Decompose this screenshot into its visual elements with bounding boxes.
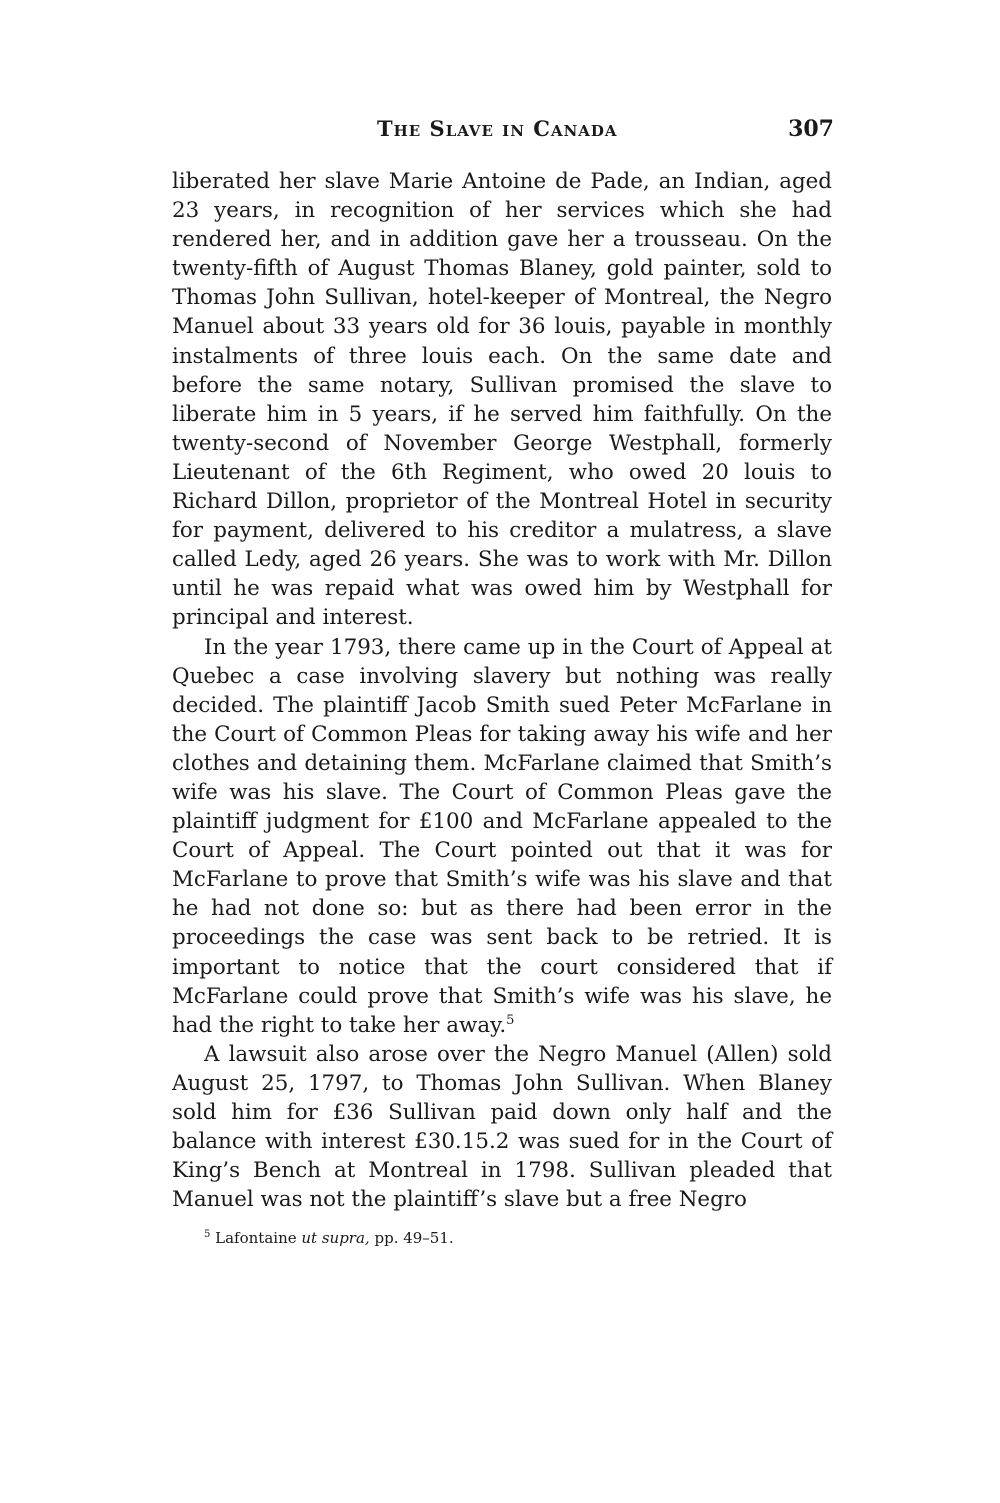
paragraph-2 bbox=[172, 633, 832, 1040]
running-head bbox=[172, 116, 834, 146]
footnote-reference: 5 bbox=[506, 1012, 515, 1028]
body-text bbox=[172, 167, 832, 1214]
paragraph-1: liberated her slave Marie Antoine de Pade, an Indian, aged 23 years, in recognition of her services which she had rendered her, and in addition gave her a trousseau. On the twenty-fifth of August Thomas Blaney, gold painter, sold to Thomas John Sullivan, hotel-keeper of Montreal, the Negro Manuel about 33 years old for 36 louis, payable in monthly instalments of three louis each. On the same date and before the same notary, Sullivan promised the slave to liberate him in 5 years, if he served him faithfully. On the twenty-second of November George Westphall, formerly Lieutenant of the 6th Regiment, who owed 20 louis to Richard Dillon, proprietor of the Montreal Hotel in security for payment, delivered to his creditor a mulatress, a slave called Ledy, aged 26 years. She was to work with Mr. Dillon until he was repaid what was owed him by Westphall for principal and interest. bbox=[172, 169, 832, 631]
footnote-pages: pp. 49–51. bbox=[374, 1229, 454, 1247]
footnote-italic: ut supra, bbox=[301, 1229, 370, 1247]
paragraph-3: A lawsuit also arose over the Negro Manuel (Allen) sold August 25, 1797, to Thomas John Sullivan. When Blaney sold him for £36 Sullivan paid down only half and the balance with interest £30.15.2 was sued for in the Court of King’s Bench at Montreal in 1798. Sullivan pleaded that Manuel was not the plaintiff’s slave but a free Negro bbox=[172, 1041, 832, 1213]
footnote-mark: 5 bbox=[204, 1229, 211, 1240]
running-title: The Slave in Canada bbox=[377, 116, 618, 141]
paragraph-2-text: In the year 1793, there came up in the Court of Appeal at Quebec a case involving slavery but nothing was really decided. The plaintiff Jacob Smith sued Peter McFarlane in the Court of Common Pleas for taking away his wife and her clothes and detaining them. McFarlane claimed that Smith’s wife was his slave. The Court of Common Pleas gave the plaintiff judgment for £100 and McFarlane appealed to the Court of Appeal. The Court pointed out that it was for McFarlane to prove that Smith’s wife was his slave and that he had not done so: but as there had been error in the proceedings the case was sent back to be retried. It is important to notice that the court considered that if McFarlane could prove that Smith’s wife was his slave, he had the right to take her away. bbox=[172, 634, 832, 1038]
footnote-author: Lafontaine bbox=[215, 1229, 297, 1247]
footnote bbox=[204, 1228, 454, 1248]
page-number: 307 bbox=[788, 116, 834, 142]
